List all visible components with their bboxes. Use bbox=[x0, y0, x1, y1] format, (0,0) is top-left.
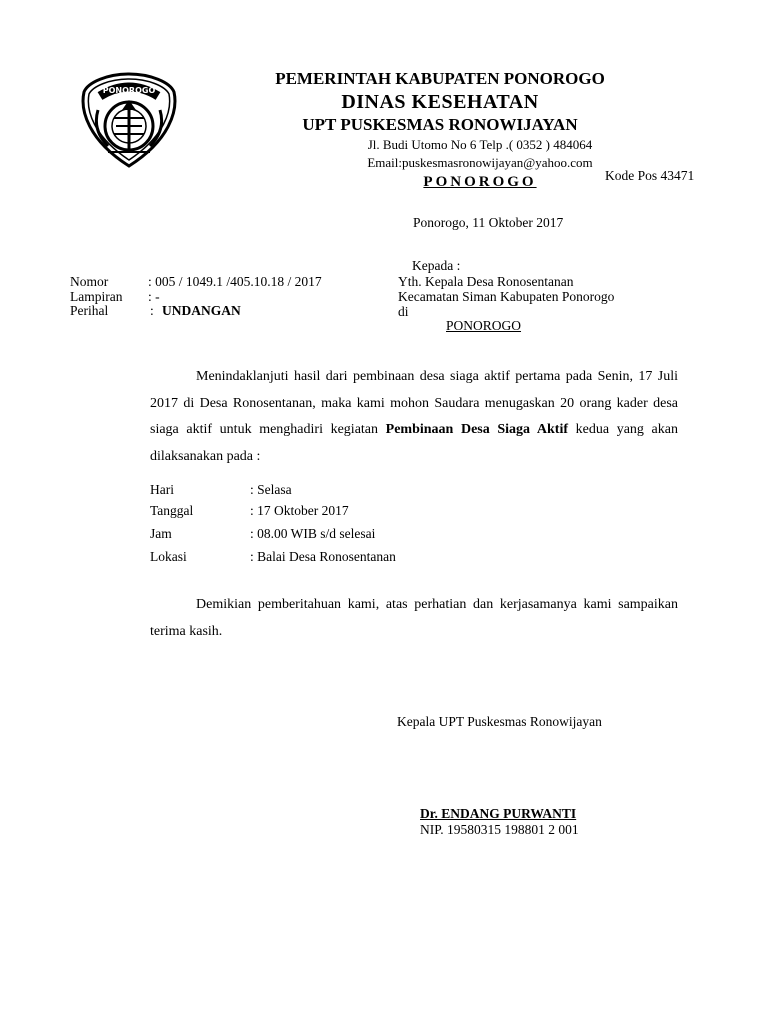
recipient-kepada: Kepada : bbox=[412, 258, 461, 273]
para1-bold: Pembinaan Desa Siaga Aktif bbox=[385, 422, 569, 437]
detail-tanggal-value: : 17 Oktober 2017 bbox=[250, 503, 349, 518]
letterhead-address: Jl. Budi Utomo No 6 Telp .( 0352 ) 484064 Email:puskesmasronowijayan@yahoo.com bbox=[367, 137, 593, 170]
signature-name: Dr. ENDANG PURWANTI bbox=[420, 806, 577, 821]
detail-jam-value: : 08.00 WIB s/d selesai bbox=[250, 526, 376, 541]
recipient-city: PONOROGO bbox=[446, 318, 522, 333]
recipient-line1: Yth. Kepala Desa Ronosentanan bbox=[398, 274, 574, 289]
recipient-line2: Kecamatan Siman Kabupaten Ponorogo bbox=[398, 289, 615, 304]
para1-text-b: kedua yang akan dilaksanakan pada : bbox=[150, 422, 678, 464]
postal-code: Kode Pos 43471 bbox=[605, 168, 695, 183]
detail-tanggal-label: Tanggal bbox=[150, 503, 194, 518]
detail-hari-value: : Selasa bbox=[250, 482, 292, 497]
svg-text:PONOROGO: PONOROGO bbox=[102, 86, 156, 95]
perihal-value: UNDANGAN bbox=[162, 303, 241, 318]
nomor-value: : 005 / 1049.1 /405.10.18 / 2017 bbox=[148, 274, 322, 289]
recipient-line3: di bbox=[398, 304, 409, 319]
detail-lokasi-label: Lokasi bbox=[150, 549, 187, 564]
detail-hari-label: Hari bbox=[150, 482, 174, 497]
letterhead-office: UPT PUSKESMAS RONOWIJAYAN bbox=[302, 115, 578, 134]
signature-nip: NIP. 19580315 198801 2 001 bbox=[420, 822, 579, 837]
detail-lokasi-value: : Balai Desa Ronosentanan bbox=[250, 549, 396, 564]
signature-title: Kepala UPT Puskesmas Ronowijayan bbox=[397, 714, 602, 729]
body-paragraph-1 bbox=[150, 364, 678, 470]
perihal-colon: : bbox=[150, 303, 154, 318]
lampiran-label: Lampiran bbox=[70, 289, 123, 304]
ponorogo-emblem-logo bbox=[78, 70, 180, 170]
para1-text-a: Menindaklanjuti hasil dari pembinaan desa siaga aktif pertama pada Senin, 17 Juli 2017 di Desa Ronosentanan, maka kami mohon Saudara menugaskan 20 orang kader desa siaga aktif untuk menghadiri kegiatan bbox=[150, 369, 678, 437]
letterhead-government: PEMERINTAH KABUPATEN PONOROGO bbox=[275, 69, 605, 88]
lampiran-value: : - bbox=[148, 289, 160, 304]
body-paragraph-2: Demikian pemberitahuan kami, atas perhatian dan kerjasamanya kami sampaikan terima kasih. bbox=[150, 597, 678, 639]
letterhead-department: DINAS KESEHATAN bbox=[341, 91, 539, 113]
letterhead-city: PONOROGO bbox=[423, 174, 537, 190]
perihal-label: Perihal bbox=[70, 303, 109, 318]
letter-date: Ponorogo, 11 Oktober 2017 bbox=[413, 215, 564, 230]
detail-jam-label: Jam bbox=[150, 526, 172, 541]
nomor-label: Nomor bbox=[70, 274, 109, 289]
